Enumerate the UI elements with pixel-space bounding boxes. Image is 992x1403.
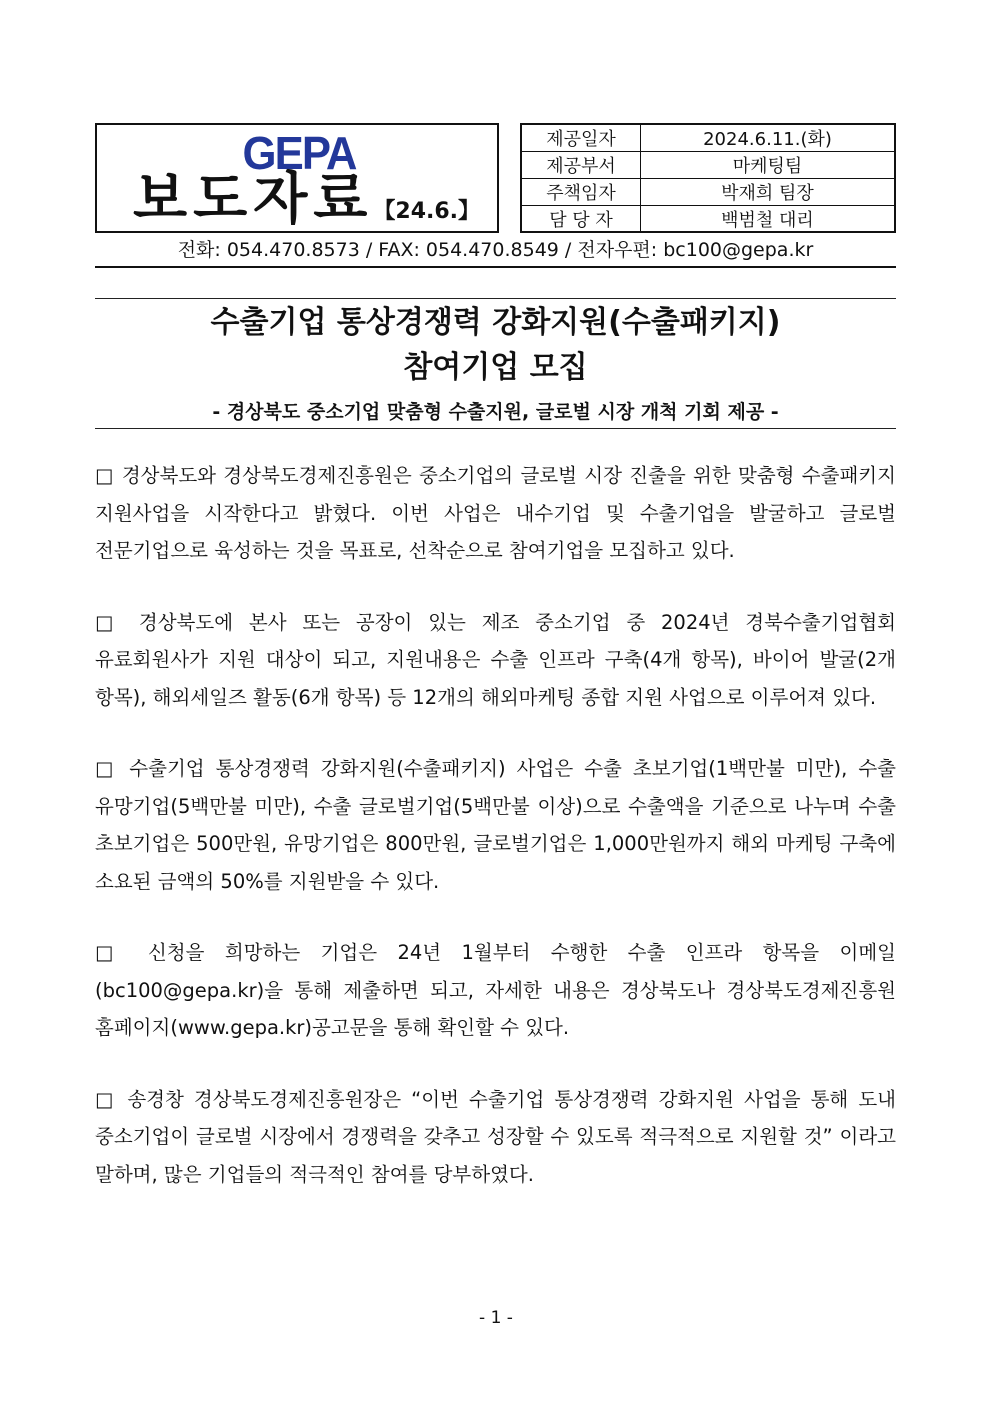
body-paragraph: □ 신청을 희망하는 기업은 24년 1월부터 수행한 수출 인프라 항목을 이메일(bc100@gepa.kr)을 통해 제출하면 되고, 자세한 내용은 경상북도나 경상북도경제진흥원 홈페이지(www.gepa.kr)공고문을 통해 확인할 수 있다.	[95, 941, 896, 1039]
info-value: 박재희 팀장	[641, 179, 895, 206]
page-number: - 1 -	[479, 1308, 513, 1328]
release-info-table	[520, 123, 896, 233]
body-paragraph: □ 경상북도와 경상북도경제진흥원은 중소기업의 글로벌 시장 진출을 위한 맞춤형 수출패키지 지원사업을 시작한다고 밝혔다. 이번 사업은 내수기업 및 수출기업을 발굴하고 글로벌 전문기업으로 육성하는 것을 목표로, 선착순으로 참여기업을 모집하고 있다.	[95, 464, 896, 562]
info-label: 제공일자	[522, 125, 641, 152]
info-row	[522, 179, 894, 206]
press-release-heading	[133, 169, 480, 231]
info-row	[522, 125, 894, 152]
contact-line: 전화: 054.470.8573 / FAX: 054.470.8549 / 전자우편: bc100@gepa.kr	[177, 239, 814, 261]
info-value: 백범철 대리	[641, 206, 895, 233]
title-divider-top	[95, 298, 896, 299]
info-value: 2024.6.11.(화)	[641, 125, 895, 152]
press-release-header-box	[95, 123, 499, 233]
contact-divider	[95, 266, 896, 268]
headline	[95, 300, 896, 390]
info-value: 마케팅팀	[641, 152, 895, 179]
headline-line-2: 참여기업 모집	[403, 350, 588, 385]
subheadline: - 경상북도 중소기업 맞춤형 수출지원, 글로벌 시장 개척 기회 제공 -	[212, 401, 779, 423]
info-row	[522, 152, 894, 179]
info-label: 제공부서	[522, 152, 641, 179]
info-label: 주책임자	[522, 179, 641, 206]
gepa-logo: GEPA	[242, 127, 356, 179]
headline-line-1: 수출기업 통상경쟁력 강화지원(수출패키지)	[210, 305, 781, 340]
body-paragraph: □ 경상북도에 본사 또는 공장이 있는 제조 중소기업 중 2024년 경북수출기업협회 유료회원사가 지원 대상이 되고, 지원내용은 수출 인프라 구축(4개 항목), 바이어 발굴(2개 항목), 해외세일즈 활동(6개 항목) 등 12개의 해외마케팅 종합 지원 사업으로 이루어져 있다.	[95, 610, 896, 709]
article-body	[95, 457, 896, 1193]
press-release-title: 보도자료	[133, 167, 374, 232]
title-divider-bottom	[95, 428, 896, 429]
press-release-date: 【24.6.】	[373, 199, 481, 224]
body-paragraph: □ 송경창 경상북도경제진흥원장은 “이번 수출기업 통상경쟁력 강화지원 사업을 통해 도내 중소기업이 글로벌 시장에서 경쟁력을 갖추고 성장할 수 있도록 적극적으로 지원할 것” 이라고 말하며, 많은 기업들의 적극적인 참여를 당부하였다.	[95, 1087, 896, 1186]
info-row	[522, 206, 894, 233]
body-paragraph: □ 수출기업 통상경쟁력 강화지원(수출패키지) 사업은 수출 초보기업(1백만불 미만), 수출 유망기업(5백만불 미만), 수출 글로벌기업(5백만불 이상)으로 수출액을 기준으로 나누며 수출 초보기업은 500만원, 유망기업은 800만원, 글로벌기업은 1,000만원까지 해외 마케팅 구축에 소요된 금액의 50%를 지원받을 수 있다.	[95, 757, 896, 893]
info-label: 담 당 자	[522, 206, 641, 233]
